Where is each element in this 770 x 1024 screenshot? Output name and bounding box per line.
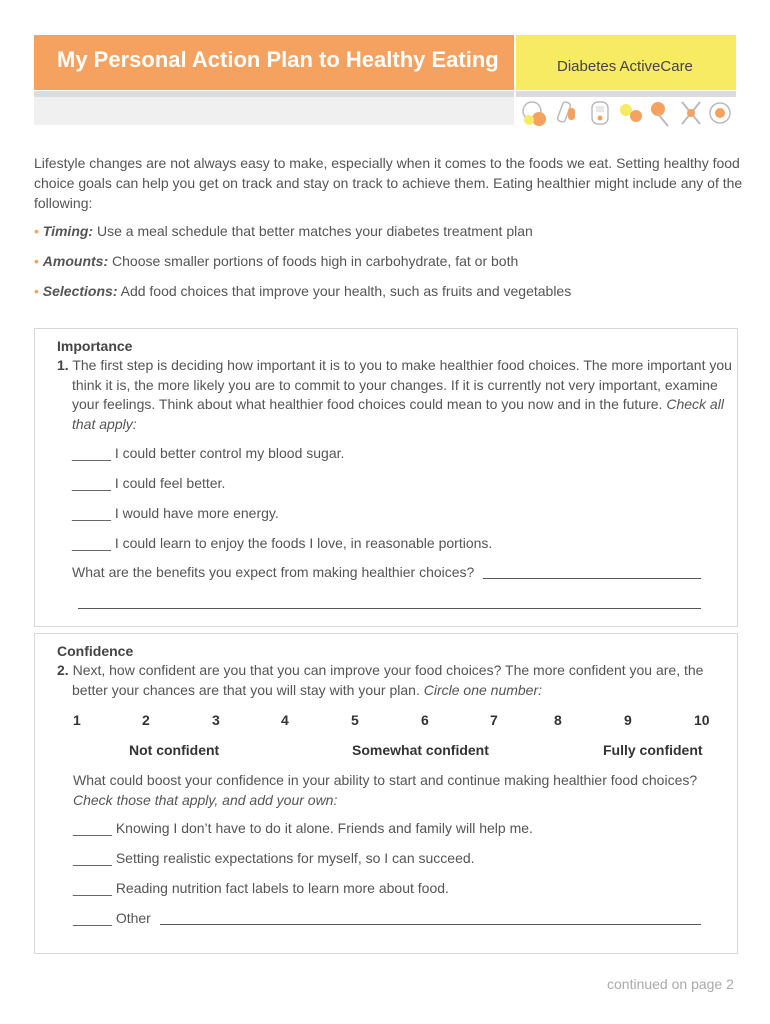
brand-name: Diabetes ActiveCare xyxy=(557,58,693,75)
scale-option-9[interactable]: 9 xyxy=(624,712,632,728)
plate-icon xyxy=(710,103,730,123)
bullet-dot-icon: • xyxy=(34,283,43,299)
question-text: The first step is deciding how important it is to you to make healthier food choices. The more important you think it is, the more likely you are to commit to your changes. If it is currently not very important, examine your feelings. Think about what healthier food choices could mean to you now and in the future. xyxy=(72,357,732,412)
scale-option-6[interactable]: 6 xyxy=(421,712,429,728)
scale-icon xyxy=(523,102,546,126)
health-icons-strip xyxy=(516,96,736,132)
confidence-option-other[interactable]: _____ Other xyxy=(73,910,151,926)
boost-question xyxy=(73,771,723,810)
bullet-amounts xyxy=(34,253,518,269)
importance-option-4[interactable]: _____ I could learn to enjoy the foods I love, in reasonable portions. xyxy=(72,535,493,551)
question-number: 1. xyxy=(57,357,69,373)
header-grey-stripe xyxy=(34,91,514,97)
importance-title: Importance xyxy=(57,338,133,354)
benefits-answer-line-2[interactable] xyxy=(78,608,701,609)
question-instruction: Circle one number: xyxy=(423,681,543,698)
confidence-option-2[interactable]: _____ Setting realistic expectations for myself, so I can succeed. xyxy=(73,850,475,866)
scale-option-1[interactable]: 1 xyxy=(73,712,81,728)
fruit-icon xyxy=(620,104,642,122)
question-number: 2. xyxy=(57,662,69,678)
boost-question-instruction: Check those that apply, and add your own: xyxy=(73,791,338,808)
scale-option-7[interactable]: 7 xyxy=(490,712,498,728)
bullet-timing xyxy=(34,223,533,239)
scale-option-2[interactable]: 2 xyxy=(142,712,150,728)
intro-paragraph: Lifestyle changes are not always easy to make, especially when it comes to the foods we eat. Setting healthy food choice goals can help you get on track and stay on track to achieve them. Eating healthier might include any of the following: xyxy=(34,155,743,211)
bullet-selections xyxy=(34,283,571,299)
boost-question-text: What could boost your confidence in your ability to start and continue making healthier food choices? xyxy=(73,772,698,788)
scale-option-3[interactable]: 3 xyxy=(212,712,220,728)
confidence-option-3[interactable]: _____ Reading nutrition fact labels to learn more about food. xyxy=(73,880,449,896)
page-title: My Personal Action Plan to Healthy Eating xyxy=(57,47,499,72)
bullet-dot-icon: • xyxy=(34,223,43,239)
continued-note: continued on page 2 xyxy=(607,976,734,992)
meter-icon xyxy=(592,102,608,124)
importance-option-1[interactable]: _____ I could better control my blood sugar. xyxy=(72,445,345,461)
bullet-text: Choose smaller portions of foods high in carbohydrate, fat or both xyxy=(108,253,519,269)
bullet-key: Selections: xyxy=(42,283,118,299)
scale-option-10[interactable]: 10 xyxy=(694,712,710,728)
scale-label-high: Fully confident xyxy=(603,742,703,758)
stethoscope-icon xyxy=(682,102,700,124)
question-text: Next, how confident are you that you can improve your food choices? The more confident you are, the better your chances are that you will stay with your plan. xyxy=(72,662,704,698)
scale-label-low: Not confident xyxy=(129,742,220,758)
confidence-title: Confidence xyxy=(57,643,134,659)
other-answer-line[interactable] xyxy=(160,924,701,925)
bullet-dot-icon: • xyxy=(34,253,43,269)
bullet-key: Amounts: xyxy=(42,253,109,269)
benefits-question: What are the benefits you expect from making healthier choices? xyxy=(72,564,475,580)
scale-option-8[interactable]: 8 xyxy=(554,712,562,728)
confidence-question xyxy=(57,661,732,700)
importance-option-2[interactable]: _____ I could feel better. xyxy=(72,475,226,491)
bullet-text: Use a meal schedule that better matches your diabetes treatment plan xyxy=(93,223,533,239)
benefits-answer-line-1[interactable] xyxy=(483,578,701,579)
confidence-option-1[interactable]: _____ Knowing I don’t have to do it alone. Friends and family will help me. xyxy=(73,820,533,836)
scale-option-4[interactable]: 4 xyxy=(281,712,289,728)
bullet-key: Timing: xyxy=(42,223,94,239)
scale-option-5[interactable]: 5 xyxy=(351,712,359,728)
importance-option-3[interactable]: _____ I would have more energy. xyxy=(72,505,279,521)
importance-question xyxy=(57,356,732,434)
scale-label-mid: Somewhat confident xyxy=(352,742,489,758)
question-instruction: Check all that apply: xyxy=(72,396,724,432)
pills-icon xyxy=(557,101,575,123)
bullet-text: Add food choices that improve your health, such as fruits and vegetables xyxy=(117,283,572,299)
syringe-icon xyxy=(651,102,668,126)
